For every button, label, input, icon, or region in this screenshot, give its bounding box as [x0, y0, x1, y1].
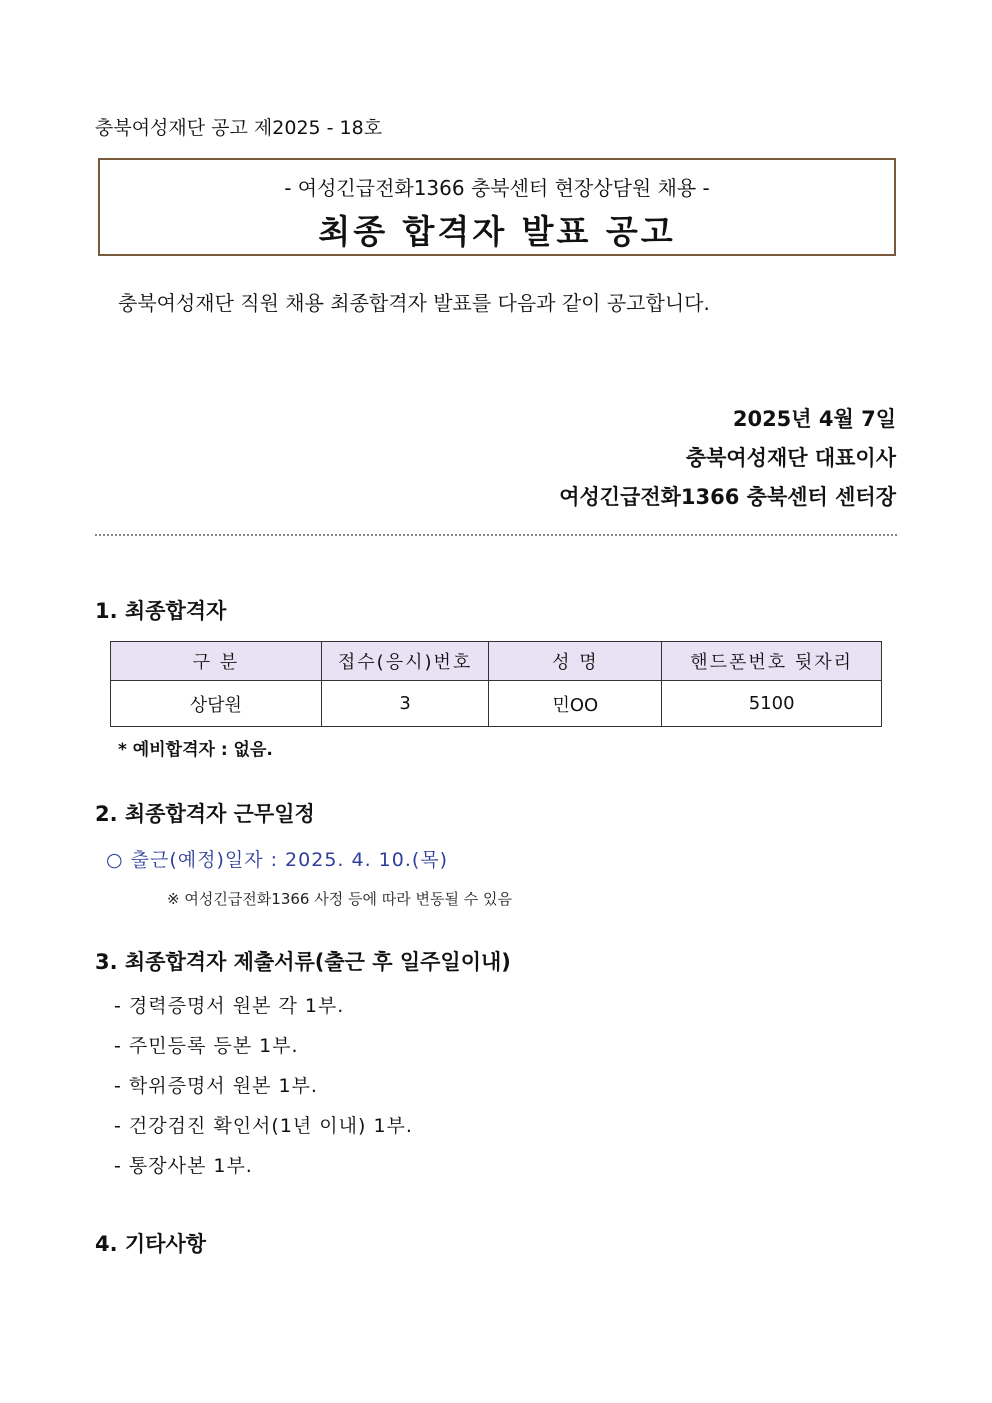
- section-heading-other: 4. 기타사항: [95, 1232, 207, 1256]
- intro-text: 충북여성재단 직원 채용 최종합격자 발표를 다음과 같이 공고합니다.: [118, 291, 710, 315]
- list-item: - 통장사본 1부.: [114, 1155, 253, 1177]
- title-box: [98, 158, 896, 256]
- header-application-number: 접수(응시)번호: [321, 642, 489, 681]
- cell-phone-last-digits: 5100: [662, 681, 882, 727]
- section-heading-schedule: 2. 최종합격자 근무일정: [95, 802, 315, 826]
- header-name: 성 명: [489, 642, 662, 681]
- section-heading-final-candidates: 1. 최종합격자: [95, 599, 227, 623]
- notice-subtitle: - 여성긴급전화1366 충북센터 현장상담원 채용 -: [284, 176, 710, 200]
- reserve-note: * 예비합격자 : 없음.: [118, 740, 273, 760]
- header-phone-last-digits: 핸드폰번호 뒷자리: [662, 642, 882, 681]
- section-heading-documents: 3. 최종합격자 제출서류(출근 후 일주일이내): [95, 950, 511, 974]
- schedule-note: ※ 여성긴급전화1366 사정 등에 따라 변동될 수 있음: [167, 890, 512, 908]
- table-row: [111, 681, 882, 727]
- notice-number: 충북여성재단 공고 제2025 - 18호: [95, 117, 383, 139]
- cell-category: 상담원: [111, 681, 322, 727]
- start-date: ○ 출근(예정)일자 : 2025. 4. 10.(목): [106, 849, 449, 871]
- notice-title: 최종 합격자 발표 공고: [318, 212, 676, 251]
- list-item: - 주민등록 등본 1부.: [114, 1035, 299, 1057]
- header-category: 구 분: [111, 642, 322, 681]
- dotted-divider: [95, 534, 897, 536]
- signature-head: 여성긴급전화1366 충북센터 센터장: [559, 485, 896, 509]
- cell-application-number: 3: [321, 681, 489, 727]
- list-item: - 건강검진 확인서(1년 이내) 1부.: [114, 1115, 413, 1137]
- signature-org: 충북여성재단 대표이사: [685, 446, 896, 470]
- list-item: - 학위증명서 원본 1부.: [114, 1075, 318, 1097]
- list-item: - 경력증명서 원본 각 1부.: [114, 995, 345, 1017]
- result-table: [110, 641, 882, 727]
- cell-name: 민OO: [489, 681, 662, 727]
- announcement-date: 2025년 4월 7일: [732, 407, 896, 431]
- table-header-row: [111, 642, 882, 681]
